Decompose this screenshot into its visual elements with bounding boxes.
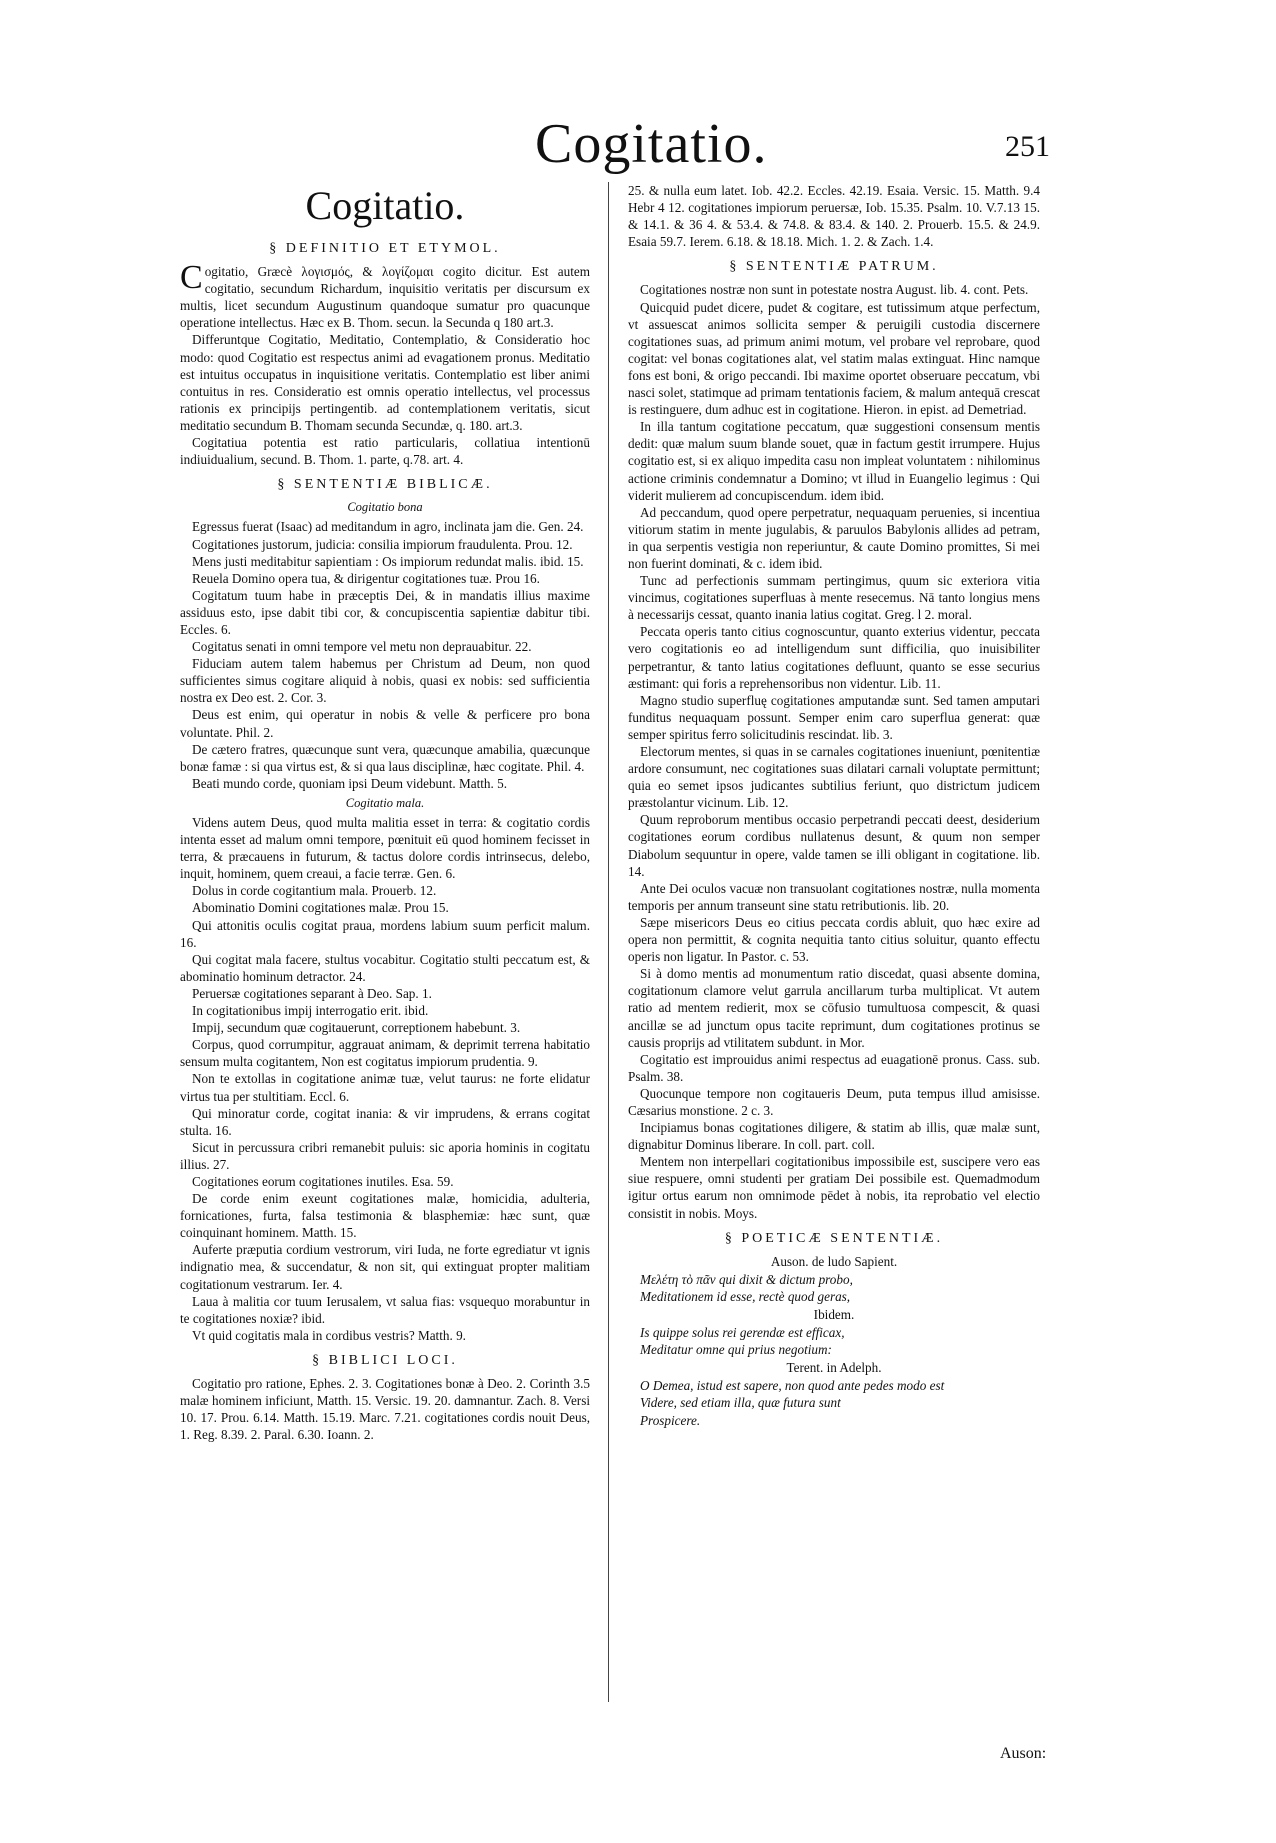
paragraph: Cogitatio, Græcè λογισμός, & λογίζομαι cogito dicitur. Est autem cogitatio, secundum Richardum, inquisitio veritatis per discursum ex multis, licet secundum Augustinum quandoque sumatur pro quacunque operatione intellectus. Hæc ex B. Thom. secun. la Secunda q 180 art.3. — [180, 259, 590, 331]
catchword: Auson: — [1000, 1745, 1047, 1762]
verse-line: Meditationem id esse, rectè quod geras, — [640, 1288, 851, 1304]
right-column — [628, 182, 1040, 1429]
paragraph: Si à domo mentis ad monumentum ratio discedat, quasi absente domina, cogitationum clamore velut garrula ancillarum turba multiplicat. Vt autem ratio ad mentem redierit, mox se cōfusio tumultuosa compescit, & quasi ancillæ se ad junctum opus tacite reprimunt, dum cogitationes protinus se causis proprijs ad vtilitatem subdunt. in Mor. — [628, 966, 1040, 1050]
left-column — [180, 180, 590, 1443]
paragraph: Cogitationes nostræ non sunt in potestate nostra August. lib. 4. cont. Pets. — [640, 282, 1029, 298]
section-heading-loci: § BIBLICI LOCI. — [312, 1352, 458, 1368]
paragraph: Magno studio superfluę cogitationes amputandæ sunt. Sed tamen amputari funditus nequaquam possunt. Semper enim caro superflua generat: quæ semper spiritus ferro solicitudinis rescindat. lib. 3. — [628, 692, 1040, 742]
running-head — [0, 112, 1276, 182]
verse-line: O Demea, istud est sapere, non quod ante pedes modo est — [640, 1378, 945, 1394]
dropcap: C — [180, 259, 203, 297]
paragraph: Abominatio Domini cogitationes malæ. Prou 15. — [192, 900, 449, 916]
paragraph: Sæpe misericors Deus eo citius peccata cordis abluit, quo hæc exire ad opera non permittit, & cognita nequitia tanto citius soluitur, quanto effectu operis non ligatur. In Pastor. c. 53. — [628, 914, 1040, 965]
running-title: Cogitatio. — [535, 113, 768, 175]
paragraph: In cogitationibus impij interrogatio erit. ibid. — [192, 1003, 429, 1019]
paragraph: Mens justi meditabitur sapientiam : Os impiorum redundat malis. ibid. 15. — [192, 553, 584, 569]
entry-title: Cogitatio. — [305, 183, 465, 228]
paragraph: Fiduciam autem talem habemus per Christum ad Deum, non quod sufficientes simus cogitare aliquid à nobis, quasi ex nobis: sed sufficientia nostra ex Deo est. 2. Cor. 3. — [180, 656, 590, 706]
paragraph: Beati mundo corde, quoniam ipsi Deum videbunt. Matth. 5. — [192, 775, 507, 791]
paragraph: Differuntque Cogitatio, Meditatio, Contemplatio, & Consideratio hoc modo: quod Cogitatio est respectus animi ad evagationem pronus. Meditatio est intuitus occupatus in inquisitione veritatis. Contemplatio est liber animi contuitus in res. Consideratio est omnis operatio intellectus, vel processus rationis ex principijs pertingentib. ad contemplationem veritatis, sicut meditatio secundum B. Thomam secunda Secundæ, q. 180. art.3. — [180, 332, 590, 433]
column-divider — [608, 182, 609, 1702]
paragraph: Cogitatio est improuidus animi respectus ad euagationē pronus. Cass. sub. Psalm. 38. — [628, 1051, 1040, 1084]
paragraph: Peruersæ cogitationes separant à Deo. Sap. 1. — [192, 985, 432, 1001]
paragraph: Laua à malitia cor tuum Ierusalem, vt salua fias: vsquequo morabuntur in te cogitationes noxiæ? ibid. — [180, 1293, 590, 1326]
page-number: 251 — [1005, 130, 1050, 163]
paragraph: Vt quid cogitatis mala in cordibus vestris? Matth. 9. — [192, 1327, 466, 1343]
paragraph: De cætero fratres, quæcunque sunt vera, quæcunque amabilia, quæcunque bonæ famæ : si qua virtus est, & si qua laus disciplinæ, hæc cogitate. Phil. 4. — [180, 741, 590, 774]
paragraph: Cogitationes justorum, judicia: consilia impiorum fraudulenta. Prou. 12. — [192, 536, 573, 552]
paragraph: Quocunque tempore non cogitaueris Deum, puta tempus illud amisisse. Cæsarius monstione. 2 c. 3. — [628, 1085, 1040, 1118]
subheading-bona: Cogitatio bona — [347, 500, 423, 515]
paragraph: Qui minoratur corde, cogitat inania: & vir imprudens, & errans cogitat stulta. 16. — [180, 1105, 590, 1138]
paragraph: Dolus in corde cogitantium mala. Prouerb. 12. — [192, 883, 437, 899]
paragraph: Peccata operis tanto citius cognoscuntur, quanto exterius videntur, peccata vero cogitationis eo ad intelligendum sunt difficilia, quo inuisibiliter perpetrantur, & tanto latius cogitationes defluunt, quanto se esse securius æstimant: qui foris a reprehensoribus non videntur. Lib. 11. — [628, 624, 1040, 691]
section-heading-definitio: § DEFINITIO ET ETYMOL. — [269, 241, 501, 256]
paragraph: Quicquid pudet dicere, pudet & cogitare, est tutissimum atque perfectum, vt assuescat animos sollicita semper & peruigili custodia discernere cogitationes suas, ad primum animi motum, vel probare vel reprobare, quod cogitat: vel bonas cogitationes alat, vel statim malas extinguat. Hinc namque fons est boni, & origo peccandi. Ibi maxime oportet obseruare peccatum, vbi nasci solet, statimque ad primam tentationis faciem, & malum antequā crescat is restinguere, dum adhuc est in cogitatione. Hieron. in epist. ad Demetriad. — [628, 299, 1040, 418]
subheading-mala: Cogitatio mala. — [345, 795, 425, 810]
paragraph: Cogitatum tuum habe in præceptis Dei, & in mandatis illius maxime assiduus esto, ipse dabit tibi cor, & concupiscentia sapientiæ dabitur tibi. Eccles. 6. — [180, 587, 590, 637]
section-heading-poetica: § POETICÆ SENTENTIÆ. — [724, 1230, 944, 1246]
paragraph: De corde enim exeunt cogitationes malæ, homicidia, adulteria, fornicationes, furta, falsa testimonia & blasphemiæ: hæc sunt, quæ coinquinant hominem. Matth. 15. — [180, 1191, 590, 1241]
section-heading-patrum: § SENTENTIÆ PATRUM. — [729, 259, 939, 275]
paragraph: Cogitatus senati in omni tempore vel metu non deprauabitur. 22. — [192, 639, 532, 655]
section-heading-biblicae: § SENTENTIÆ BIBLICÆ. — [277, 477, 493, 493]
paragraph: Reuela Domino opera tua, & dirigentur cogitationes tuæ. Prou 16. — [192, 570, 540, 586]
paragraph: In illa tantum cogitatione peccatum, quæ suggestioni consensum mentis dedit: quæ malum suum blande souet, quæ in factum gestit irrumpere. Hujus cogitatio est, si ex aliquo impedita casu non impleat voluntatem : nihilominus actione criminis condemnatur a Domino; vt illud in Euangelio legimus : Qui viderit mulierem ad concupiscendum. idem ibid. — [628, 419, 1040, 503]
verse-source: Auson. de ludo Sapient. — [770, 1253, 898, 1269]
paragraph: Ad peccandum, quod opere perpetratur, nequaquam peruenies, si incentiua vitiorum statim in mente jugulabis, & paruulos Babylonis allides ad petram, in qua serpentis vestigia non reperiuntur, & caute Domino promittes, Si mei non fuerint dominati, & c. idem ibid. — [628, 504, 1040, 571]
paragraph: Auferte præputia cordium vestrorum, viri Iuda, ne forte egrediatur vt ignis indignatio mea, & succendatur, & non sit, qui extinguat propter malitiam cogitationum vestrarum. Ier. 4. — [180, 1242, 590, 1292]
paragraph: Sicut in percussura cribri remanebit puluis: sic aporia hominis in cogitatu illius. 27. — [180, 1139, 590, 1172]
paragraph: Quum reproborum mentibus occasio perpetrandi peccati deest, desiderium cogitationes eorum cordibus nullatenus desunt, & quum non semper Diabolum sequuntur in opere, valde tamen se illi obligant in cogitatione. lib. 14. — [628, 812, 1040, 879]
paragraph: Egressus fuerat (Isaac) ad meditandum in agro, inclinata jam die. Gen. 24. — [192, 519, 584, 535]
verse-line: Videre, sed etiam illa, quæ futura sunt — [640, 1395, 841, 1411]
paragraph: Cogitationes eorum cogitationes inutiles. Esa. 59. — [192, 1173, 454, 1189]
paragraph: Mentem non interpellari cogitationibus impossibile est, suscipere vero eas siue respuere, omni studenti per gratiam Dei possibile est. Quemadmodum igitur ortus earum non omnimode pēdet à nobis, ita reprobatio vel electio consistit in nobis. Moys. — [628, 1154, 1040, 1221]
paragraph: 25. & nulla eum latet. Iob. 42.2. Eccles. 42.19. Esaia. Versic. 15. Matth. 9.4 Hebr 4 12. cogitationes impiorum peruersæ, Iob. 15.35. Psalm. 10. V.7.13 15. & 14.1. & 36 4. & 53.4. & 74.8. & 83.4. & 140. 2. Prouerb. 15.5. & 24.9. Esaia 59.7. Ierem. 6.18. & 18.18. Mich. 1. 2. & Zach. 1.4. — [628, 183, 1040, 250]
paragraph: Incipiamus bonas cogitationes diligere, & statim ab illis, quæ malæ sunt, dignabitur Dominus liberare. In coll. part. coll. — [628, 1120, 1040, 1153]
verse-line: Meditatur omne qui prius negotium: — [640, 1342, 832, 1358]
verse-line: Μελέτη τὸ πᾶν qui dixit & dictum probo, — [640, 1271, 853, 1287]
paragraph: Videns autem Deus, quod multa malitia esset in terra: & cogitatio cordis intenta esset ad malum omni tempore, pœnituit eū quod hominem fecisset in terra, & præcauens in futurum, & tactus dolore cordis intrinsecus, delebo, inquit, hominem, quem creaui, a facie terræ. Gen. 6. — [180, 815, 590, 882]
verse-line: Prospicere. — [640, 1412, 701, 1428]
paragraph: Corpus, quod corrumpitur, aggrauat animam, & deprimit terrena habitatio sensum multa cogitantem, Non est cogitatus impiorum prudentia. 9. — [180, 1037, 590, 1070]
paragraph: Non te extollas in cogitatione animæ tuæ, velut taurus: ne forte elidatur virtus tua per stultitiam. Eccl. 6. — [180, 1071, 590, 1104]
paragraph: Impij, secundum quæ cogitauerunt, correptionem habebunt. 3. — [192, 1020, 521, 1036]
paragraph: Tunc ad perfectionis summam pertingimus, quum sic exteriora vitia vincimus, cogitationes superfluas à mente resecemus. Nā tanto longius mens à necessarijs cessat, quanto inania latius cogitat. Greg. l 2. moral. — [628, 573, 1040, 623]
paragraph: Cogitatio pro ratione, Ephes. 2. 3. Cogitationes bonæ à Deo. 2. Corinth 3.5 malæ hominem inficiunt, Matth. 15. Versic. 19. 20. damnantur. Zach. 8. Versi 10. 17. Prou. 6.14. Matth. 15.19. Marc. 7.21. cogitationes cordis nouit Deus, 1. Reg. 8.39. 2. Paral. 6.30. Ioann. 2. — [180, 1376, 590, 1443]
paragraph: Cogitatiua potentia est ratio particularis, collatiua intentionū indiuidualium, secund. B. Thom. 1. parte, q.78. art. 4. — [180, 435, 590, 468]
verse-source: Terent. in Adelph. — [786, 1360, 882, 1376]
paragraph: Qui cogitat mala facere, stultus vocabitur. Cogitatio stulti peccatum est, & abominatio hominum detractor. 24. — [180, 951, 590, 984]
paragraph: Ante Dei oculos vacuæ non transuolant cogitationes nostræ, nulla momenta temporis per annum transeunt sine statu retributionis. lib. 20. — [628, 880, 1040, 913]
verse-source: Ibidem. — [813, 1307, 855, 1322]
paragraph: Electorum mentes, si quas in se carnales cogitationes inueniunt, pœnitentiæ ardore consumunt, nec cogitationes suas dilatari carnali voluptate permittunt; quia eo semet ipsos judicantes subtilius feriunt, quo districtum judicem præstolantur vicinum. Lib. 12. — [628, 744, 1040, 811]
verse-line: Is quippe solus rei gerendæ est efficax, — [640, 1325, 845, 1341]
paragraph: Qui attonitis oculis cogitat praua, mordens labium suum perficit malum. 16. — [180, 917, 590, 950]
paragraph: Deus est enim, qui operatur in nobis & velle & perficere pro bona voluntate. Phil. 2. — [180, 707, 590, 740]
